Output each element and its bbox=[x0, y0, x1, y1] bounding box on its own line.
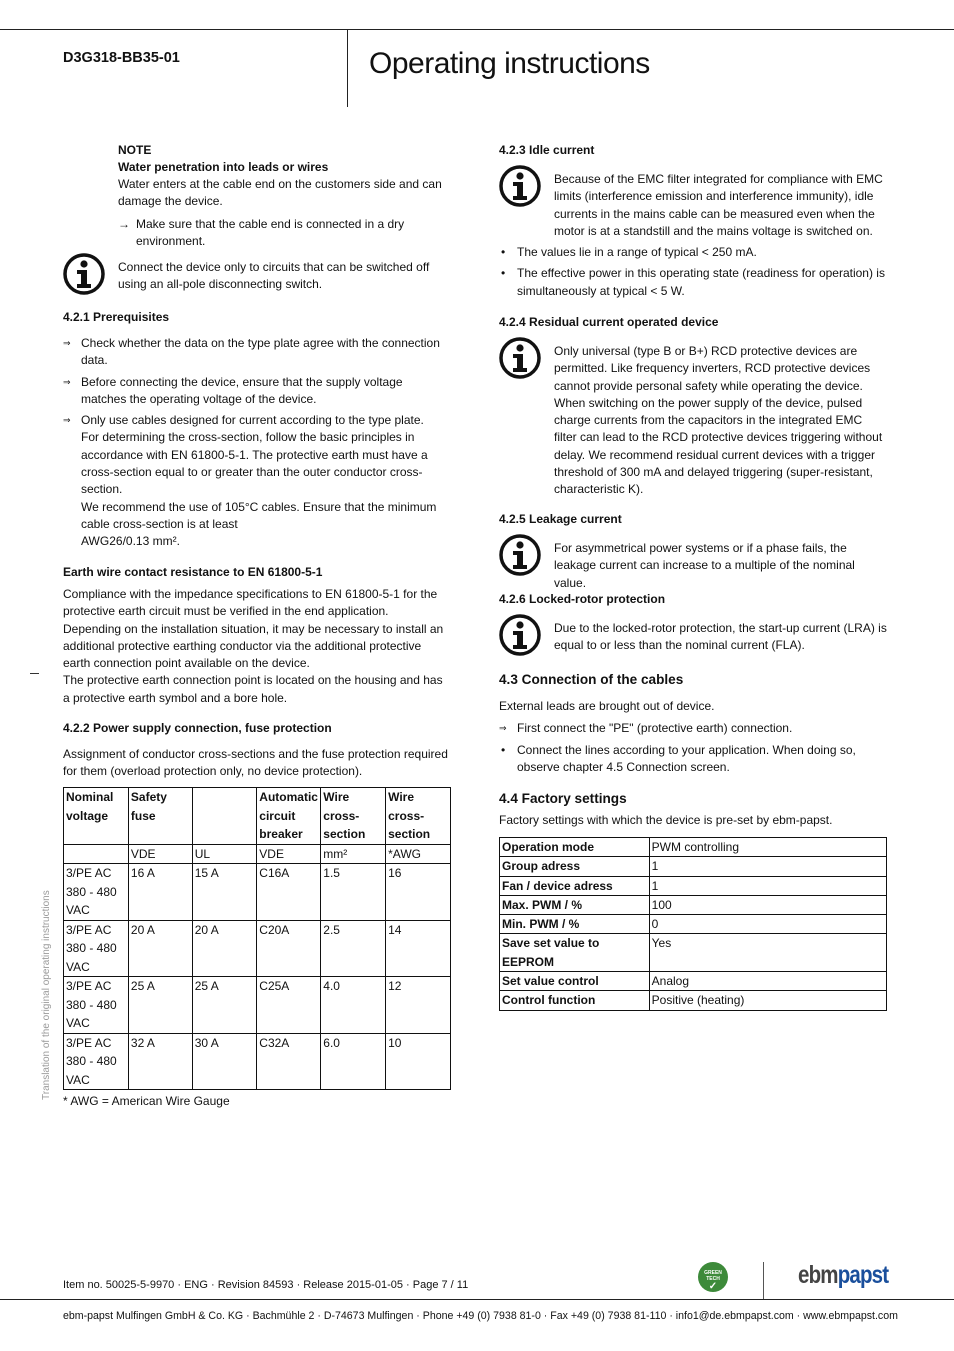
table-cell: Yes bbox=[649, 934, 886, 972]
table-cell: *AWG bbox=[386, 844, 451, 864]
table-header-cell: Automatic circuit breaker bbox=[257, 788, 321, 845]
fuse-table bbox=[63, 787, 451, 1090]
leak-heading: 4.2.5 Leakage current bbox=[499, 512, 622, 526]
list-item: ⇒ Check whether the data on the type plate agree with the connection data. bbox=[63, 335, 449, 370]
list-item-text: Only use cables designed for current according to the type plate. bbox=[81, 413, 424, 428]
note-label: NOTE bbox=[118, 143, 152, 157]
table-cell: 20 A bbox=[192, 920, 257, 977]
table-row bbox=[500, 934, 887, 972]
table-row bbox=[64, 1033, 451, 1090]
table-cell: 3/PE AC 380 - 480 VAC bbox=[64, 920, 129, 977]
green-tech-badge bbox=[698, 1262, 728, 1292]
table-row bbox=[64, 864, 451, 921]
table-header-cell: Safety fuse bbox=[128, 788, 192, 845]
arrow-right-icon: → bbox=[118, 216, 130, 231]
idle-text: Because of the EMC filter integrated for compliance with EMC limits (interference emission and interference immunity), idle currents in the mains cable can be measured even when the motor is at a standstill and the mains voltage is switched on. bbox=[554, 172, 883, 238]
prereq-p1: For determining the cross-section, follow the basic principles in accordance with EN 61800-5-1. The protective earth must have a cross-section equal to or greater than the outer conductor cross-section. bbox=[81, 430, 428, 497]
leak-text: For asymmetrical power systems or if a phase fails, the leakage current can increase to a multiple of the nominal value. bbox=[554, 541, 855, 590]
rcd-text: Only universal (type B or B+) RCD protective devices are permitted. Like frequency inverters, RCD protective devices cannot provide personal safety while operating the device. When switching on the power supply of the device, pulsed charge currents from the capacitors in the integrated EMC filter can lead to the RCD protective devices triggering without delay. We recommend residual current devices with a trigger threshold of 300 mA and delayed triggering (super-resistant, characteristic K). bbox=[554, 344, 883, 497]
table-cell: Analog bbox=[649, 972, 886, 991]
company-line: ebm-papst Mulfingen GmbH & Co. KG · Bachmühle 2 · D-74673 Mulfingen · Phone +49 (0) 7938 81-0 · Fax +49 (0) 7938 81-110 · info1@de.ebmpapst.com · www.ebmpapst.com bbox=[63, 1310, 898, 1322]
table-cell: 1 bbox=[649, 857, 886, 876]
check-icon: ✓ bbox=[708, 1281, 718, 1292]
earth-p3: The protective earth connection point is located on the housing and has a protective earth symbol and a bore hole. bbox=[63, 673, 443, 705]
table-cell: 32 A bbox=[128, 1033, 192, 1090]
ebmpapst-logo bbox=[798, 1260, 888, 1290]
product-code: D3G318-BB35-01 bbox=[63, 50, 180, 66]
table-header-cell: Nominal voltage bbox=[64, 788, 129, 845]
table-cell: 14 bbox=[386, 920, 451, 977]
table-cell: 16 bbox=[386, 864, 451, 921]
table-header-cell: Wire cross-section bbox=[386, 788, 451, 845]
footer-logo-divider bbox=[763, 1262, 764, 1300]
list-item: • The effective power in this operating state (readiness for operation) is simultaneously at typical < 5 W. bbox=[499, 265, 889, 300]
page-title: Operating instructions bbox=[369, 47, 650, 80]
earth-heading: Earth wire contact resistance to EN 61800-5-1 bbox=[63, 565, 323, 579]
table-cell: mm² bbox=[321, 844, 386, 864]
header-divider bbox=[347, 29, 348, 107]
idle-heading: 4.2.3 Idle current bbox=[499, 143, 595, 157]
locked-heading: 4.2.6 Locked-rotor protection bbox=[499, 592, 666, 606]
table-cell bbox=[64, 844, 129, 864]
table-cell: 10 bbox=[386, 1033, 451, 1090]
locked-text: Due to the locked-rotor protection, the start-up current (LRA) is equal to or less than the nominal current (FLA). bbox=[554, 621, 887, 653]
footer-rule bbox=[0, 1299, 954, 1300]
table-cell: C25A bbox=[257, 977, 321, 1034]
table-cell: Fan / device adress bbox=[500, 876, 650, 895]
cables-bullet-list bbox=[499, 742, 859, 777]
list-item: • Connect the lines according to your application. When doing so, observe chapter 4.5 Connection screen. bbox=[499, 742, 859, 777]
table-cell: 25 A bbox=[192, 977, 257, 1034]
rcd-heading: 4.2.4 Residual current operated device bbox=[499, 315, 719, 329]
earth-text bbox=[63, 586, 451, 707]
table-cell: Control function bbox=[500, 991, 650, 1010]
list-item: • The values lie in a range of typical < 250 mA. bbox=[499, 244, 889, 261]
info-icon bbox=[63, 253, 105, 295]
table-header-row bbox=[64, 788, 451, 845]
table-cell: Save set value to EEPROM bbox=[500, 934, 650, 972]
table-cell: PWM controlling bbox=[649, 838, 886, 857]
table-cell: 20 A bbox=[128, 920, 192, 977]
cables-heading: 4.3 Connection of the cables bbox=[499, 672, 684, 687]
table-cell: Min. PWM / % bbox=[500, 915, 650, 934]
table-cell: Group adress bbox=[500, 857, 650, 876]
header-top-rule bbox=[0, 29, 954, 30]
table-header-cell bbox=[192, 788, 257, 845]
table-row bbox=[500, 876, 887, 895]
item-line: Item no. 50025-5-9970 · ENG · Revision 84593 · Release 2015-01-05 · Page 7 / 11 bbox=[63, 1279, 469, 1291]
table-header-cell: Wire cross-section bbox=[321, 788, 386, 845]
table-cell: 25 A bbox=[128, 977, 192, 1034]
table-cell: 12 bbox=[386, 977, 451, 1034]
note-heading: Water penetration into leads or wires bbox=[118, 160, 329, 174]
table-cell: 30 A bbox=[192, 1033, 257, 1090]
table-cell: C16A bbox=[257, 864, 321, 921]
prereq-heading: 4.2.1 Prerequisites bbox=[63, 310, 170, 324]
cables-arrow-list bbox=[499, 720, 889, 737]
cables-text: External leads are brought out of device. bbox=[499, 699, 715, 713]
margin-mark bbox=[30, 673, 39, 674]
table-cell: 15 A bbox=[192, 864, 257, 921]
info-icon bbox=[499, 534, 541, 576]
table-row bbox=[64, 920, 451, 977]
list-item: ⇒ First connect the "PE" (protective earth) connection. bbox=[499, 720, 889, 737]
prereq-list bbox=[63, 335, 449, 551]
prereq-p2: We recommend the use of 105°C cables. Ensure that the minimum cable cross-section is at least bbox=[81, 499, 437, 531]
table-cell: VDE bbox=[257, 844, 321, 864]
table-cell: 0 bbox=[649, 915, 886, 934]
power-heading: 4.2.2 Power supply connection, fuse protection bbox=[63, 721, 332, 735]
prereq-p3: AWG26/0.13 mm². bbox=[81, 534, 180, 549]
table-cell: 1 bbox=[649, 876, 886, 895]
side-translation-note: Translation of the original operating instructions bbox=[41, 890, 52, 1100]
table-cell: 1.5 bbox=[321, 864, 386, 921]
earth-p2: Depending on the installation situation, it may be necessary to install an additional protective earthing conductor via the additional protective earth connection point available on the device. bbox=[63, 621, 444, 671]
table-cell: Operation mode bbox=[500, 838, 650, 857]
green-tech-label: GREEN TECH bbox=[704, 1270, 722, 1282]
note-block bbox=[118, 142, 448, 250]
table-row bbox=[500, 838, 887, 857]
logo-papst: papst bbox=[837, 1261, 889, 1289]
table-cell: 100 bbox=[649, 895, 886, 914]
table-row bbox=[500, 895, 887, 914]
factory-heading: 4.4 Factory settings bbox=[499, 791, 627, 806]
info-icon bbox=[499, 337, 541, 379]
note-action-text: Make sure that the cable end is connected in a dry environment. bbox=[136, 216, 405, 248]
table-cell: C32A bbox=[257, 1033, 321, 1090]
idle-list bbox=[499, 244, 889, 300]
table-cell: 16 A bbox=[128, 864, 192, 921]
factory-text: Factory settings with which the device is pre-set by ebm-papst. bbox=[499, 813, 833, 827]
table-cell: UL bbox=[192, 844, 257, 864]
table-cell: C20A bbox=[257, 920, 321, 977]
table-cell: Max. PWM / % bbox=[500, 895, 650, 914]
table-row bbox=[500, 972, 887, 991]
table-row bbox=[500, 857, 887, 876]
table-cell: 4.0 bbox=[321, 977, 386, 1034]
table-cell: Positive (heating) bbox=[649, 991, 886, 1010]
table-row bbox=[64, 977, 451, 1034]
note-text: Water enters at the cable end on the customers side and can damage the device. bbox=[118, 177, 442, 209]
table-cell: 6.0 bbox=[321, 1033, 386, 1090]
table-cell: VDE bbox=[128, 844, 192, 864]
table-cell: 3/PE AC 380 - 480 VAC bbox=[64, 1033, 129, 1090]
list-item bbox=[63, 412, 449, 550]
info-icon bbox=[499, 165, 541, 207]
table-units-row bbox=[64, 844, 451, 864]
table-cell: 2.5 bbox=[321, 920, 386, 977]
earth-p1: Compliance with the impedance specifications to EN 61800-5-1 for the protective earth circuit must be verified in the end application. bbox=[63, 587, 438, 619]
power-text: Assignment of conductor cross-sections and the fuse protection required for them (overload protection only, no device protection). bbox=[63, 747, 448, 779]
logo-ebm: ebm bbox=[798, 1261, 838, 1289]
table-row bbox=[500, 991, 887, 1010]
list-item: ⇒ Before connecting the device, ensure that the supply voltage matches the operating voltage of the device. bbox=[63, 374, 449, 409]
table-cell: 3/PE AC 380 - 480 VAC bbox=[64, 864, 129, 921]
awg-note: * AWG = American Wire Gauge bbox=[63, 1094, 230, 1108]
info-icon bbox=[499, 614, 541, 656]
table-row bbox=[500, 915, 887, 934]
factory-table bbox=[499, 837, 887, 1011]
table-cell: Set value control bbox=[500, 972, 650, 991]
table-cell: 3/PE AC 380 - 480 VAC bbox=[64, 977, 129, 1034]
info-connect-text: Connect the device only to circuits that can be switched off using an all-pole disconnecting switch. bbox=[118, 260, 430, 292]
note-action bbox=[118, 216, 448, 251]
